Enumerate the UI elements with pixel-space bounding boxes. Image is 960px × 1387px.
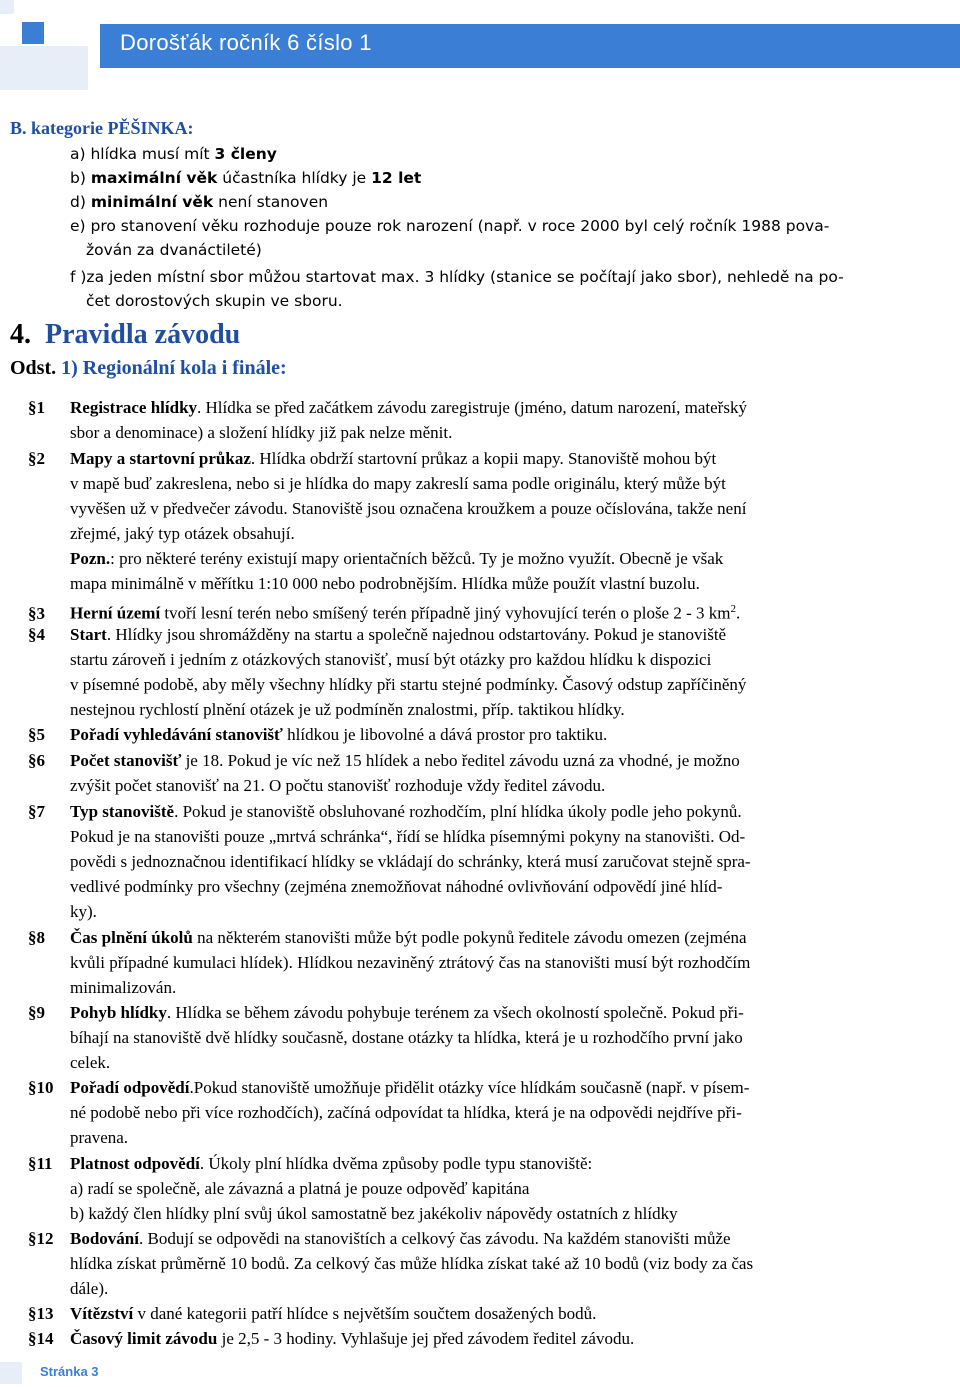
- category-line-e2: žován za dvanáctileté): [86, 241, 262, 259]
- category-line-d: d) minimální věk není stanoven: [70, 193, 329, 211]
- rule-4-line: startu zároveň i jedním z otázkových stanovišť, musí být otázky pro každou hlídku k dispozici: [70, 650, 712, 669]
- decor-square: [22, 22, 44, 44]
- rule-7: §7 Typ stanoviště. Pokud je stanoviště obsluhované rozhodčím, plní hlídka úkoly podle jeho pokynů.: [28, 802, 742, 821]
- rule-6-line: zvýšit počet stanovišť na 21. O počtu stanovišť rozhoduje vždy ředitel závodu.: [70, 776, 606, 795]
- rule-11: §11 Platnost odpovědí. Úkoly plní hlídka dvěma způsoby podle typu stanoviště:: [28, 1154, 593, 1173]
- rule-12: §12 Bodování. Bodují se odpovědi na stanovištích a celkový čas závodu. Na každém stanovišti může: [28, 1229, 731, 1248]
- rule-5: §5 Pořadí vyhledávání stanovišť hlídkou je libovolné a dává prostor pro taktiku.: [28, 725, 608, 744]
- rule-14: §14 Časový limit závodu je 2,5 - 3 hodiny. Vyhlašuje jej před závodem ředitel závodu.: [28, 1329, 635, 1348]
- rule-2-line: zřejmé, jaký typ otázek obsahují.: [70, 524, 295, 543]
- rule-12-line: dále).: [70, 1279, 109, 1298]
- rule-10: §10 Pořadí odpovědí.Pokud stanoviště umožňuje přidělit otázky více hlídkám současně (např. v písem-: [28, 1078, 750, 1097]
- rule-1: §1 Registrace hlídky. Hlídka se před začátkem závodu zaregistruje (jméno, datum narození, mateřský: [28, 398, 747, 417]
- odst-heading: Odst. 1) Regionální kola i finále:: [10, 357, 287, 379]
- category-line-a: a) hlídka musí mít 3 členy: [70, 145, 277, 163]
- rule-9-line: bíhají na stanoviště dvě hlídky současně, dostane otázky ta hlídka, která je u rozhodčího první jako: [70, 1028, 743, 1047]
- category-line-f2: čet dorostových skupin ve sboru.: [86, 292, 343, 310]
- rule-4-line: nestejnou rychlostí plnění otázek je už podmíněn znalostmi, příp. taktikou hlídky.: [70, 700, 625, 719]
- category-line-b: b) maximální věk účastníka hlídky je 12 let: [70, 169, 422, 187]
- rule-2-line: vyvěšen už v předvečer závodu. Stanoviště jsou označena kroužkem a pouze očíslována, takže není: [70, 499, 747, 518]
- rule-13: §13 Vítězství v dané kategorii patří hlídce s největším součtem dosažených bodů.: [28, 1304, 597, 1323]
- section-heading: 4. Pravidla závodu: [10, 319, 241, 350]
- rule-3: §3 Herní území tvoří lesní terén nebo smíšený terén případně jiný vyhovující terén o ploše 2 - 3 $km^2$.: [28, 603, 741, 623]
- rule-4: §4 Start. Hlídky jsou shromážděny na startu a společně najednou odstartovány. Pokud je stanoviště: [28, 625, 727, 644]
- rule-8-line: kvůli případné kumulaci hlídek). Hlídkou nezaviněný ztrátový čas na stanovišti musí být rozhodčím: [70, 953, 751, 972]
- page-header: [0, 0, 960, 92]
- rule-6: §6 Počet stanovišť je 18. Pokud je víc než 15 hlídek a nebo ředitel závodu uzná za vhodné, je možno: [28, 751, 740, 770]
- rule-2-line: v mapě buď zakreslena, nebo si je hlídka do mapy zakreslí sama podle originálu, který může být: [70, 474, 726, 493]
- rule-10-line: né podobě nebo při více rozhodčích), začíná odpovídat ta hlídka, která je na odpovědi nejdříve při-: [70, 1103, 742, 1122]
- rule-7-line: ky).: [70, 902, 97, 921]
- rule-11-line: a) radí se společně, ale závazná a platná je pouze odpověď kapitána: [70, 1179, 530, 1198]
- header-title: Dorošťák ročník 6 číslo 1: [120, 30, 372, 55]
- rule-7-line: povědi s jednoznačnou identifikací hlídky se vkládají do schránky, která musí zaručovat stejně spra-: [70, 852, 751, 871]
- category-line-e1: e) pro stanovení věku rozhoduje pouze rok narození (např. v roce 2000 byl celý ročník 1988 pova-: [70, 217, 830, 235]
- rule-12-line: hlídka získat průměrně 10 bodů. Za celkový čas může hlídka získat také až 10 bodů (viz body za čas: [70, 1254, 754, 1273]
- rule-7-line: vedlivé podmínky pro všechny (zejména znemožňovat náhodné ovlivňování odpovědí jiné hlíd-: [70, 877, 723, 896]
- rule-2-line: mapa minimálně v měřítku 1:10 000 nebo podrobnějším. Hlídka může použít vlastní buzolu.: [70, 574, 700, 593]
- category-title: B. kategorie PĚŠINKA:: [10, 118, 194, 138]
- rule-9-line: celek.: [70, 1053, 111, 1072]
- rule-10-line: pravena.: [70, 1128, 129, 1147]
- decor-square: [0, 46, 88, 90]
- rule-1-line: sbor a denominace) a složení hlídky již pak nelze měnit.: [70, 423, 453, 442]
- category-line-f1: f )za jeden místní sbor můžou startovat max. 3 hlídky (stanice se počítají jako sbor), nehledě na po-: [70, 268, 844, 286]
- rule-4-line: v písemné podobě, aby měly všechny hlídky při startu stejné podmínky. Časový odstup zapříčiněný: [70, 675, 747, 694]
- rule-11-line: b) každý člen hlídky plní svůj úkol samostatně bez jakékoliv nápovědy ostatních z hlídky: [70, 1204, 678, 1223]
- rule-7-line: Pokud je na stanovišti pouze „mrtvá schránka“, řídí se hlídka písemnými pokyny na stanovišti. Od-: [70, 827, 746, 846]
- rule-9: §9 Pohyb hlídky. Hlídka se během závodu pohybuje terénem za všech okolností společně. Pokud při-: [28, 1003, 744, 1022]
- rule-8-line: minimalizován.: [70, 978, 177, 997]
- decor-square: [0, 0, 14, 14]
- page-number: Stránka 3: [40, 1364, 99, 1379]
- rule-2: §2 Mapy a startovní průkaz. Hlídka obdrží startovní průkaz a kopii mapy. Stanoviště mohou být: [28, 449, 717, 468]
- rule-8: §8 Čas plnění úkolů na některém stanovišti může být podle pokynů ředitele závodu omezen (zejména: [28, 928, 747, 947]
- rule-2-note: Pozn.: pro některé terény existují mapy orientačních běžců. Ty je možno využít. Obecně je však: [70, 549, 724, 568]
- footer-decor-square: [0, 1362, 22, 1384]
